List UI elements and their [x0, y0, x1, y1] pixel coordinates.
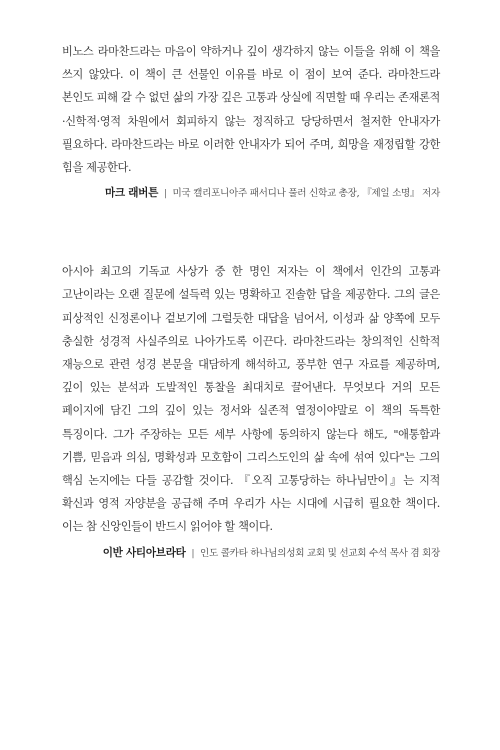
endorsements-page — [62, 40, 440, 564]
endorser-description: 인도 콜카타 하나님의성회 교회 및 선교회 수석 목사 겸 회장 — [200, 547, 440, 559]
attribution-separator: | — [191, 547, 195, 559]
attribution-separator: | — [163, 188, 167, 200]
endorsement-ivan-satyavrata — [62, 260, 440, 563]
endorsement-text: 비노스 라마찬드라는 마음이 약하거나 깊이 생각하지 않는 이들을 위해 이 책을 쓰지 않았다. 이 책이 큰 선물인 이유를 바로 이 점이 보여 준다. 라마찬드라 본인도 피해 갈 수 없던 삶의 가장 깊은 고통과 상실에 직면할 때 우리는 존재론적·신학적·영적 차원에서 회피하지 않는 정직하고 당당하면서 철저한 안내자가 필요하다. 라마찬드라는 바로 이러한 안내자가 되어 주며, 희망을 재정립할 강한 힘을 제공한다. — [62, 45, 440, 175]
endorsement-attribution — [62, 543, 440, 564]
endorser-description: 미국 캘리포니아주 패서디나 풀러 신학교 총장, 『제일 소명』 저자 — [172, 188, 440, 200]
endorsement-attribution — [62, 183, 440, 204]
endorser-name: 이반 사티아브라타 — [102, 546, 186, 559]
endorsement-text: 아시아 최고의 기독교 사상가 중 한 명인 저자는 이 책에서 인간의 고통과 고난이라는 오랜 질문에 설득력 있는 명확하고 진솔한 답을 제공한다. 그의 글은 피상적인 신정론이나 겉보기에 그럴듯한 대답을 넘어서, 이성과 삶 양쪽에 모두 충실한 성경적 사실주의로 나아가도록 이끈다. 라마찬드라는 창의적인 신학적 재능으로 관련 성경 본문을 대담하게 해석하고, 풍부한 연구 자료를 제공하며, 깊이 있는 분석과 도발적인 통찰을 최대치로 끌어낸다. 무엇보다 거의 모든 페이지에 담긴 그의 깊이 있는 정서와 실존적 열정이야말로 이 책의 독특한 특징이다. 그가 주장하는 모든 세부 사항에 동의하지 않는다 해도, "애통함과 기쁨, 믿음과 의심, 명확성과 모호함이 그리스도인의 삶 속에 섞여 있다"는 그의 핵심 논지에는 다들 공감할 것이다. 『오직 고통당하는 하나님만이』는 지적 확신과 영적 자양분을 공급해 주며 우리가 사는 시대에 시급히 필요한 책이다. 이는 참 신앙인들이 반드시 읽어야 할 책이다. — [62, 265, 440, 534]
endorsement-mark-labberton — [62, 40, 440, 204]
endorser-name: 마크 래버튼 — [104, 187, 159, 200]
